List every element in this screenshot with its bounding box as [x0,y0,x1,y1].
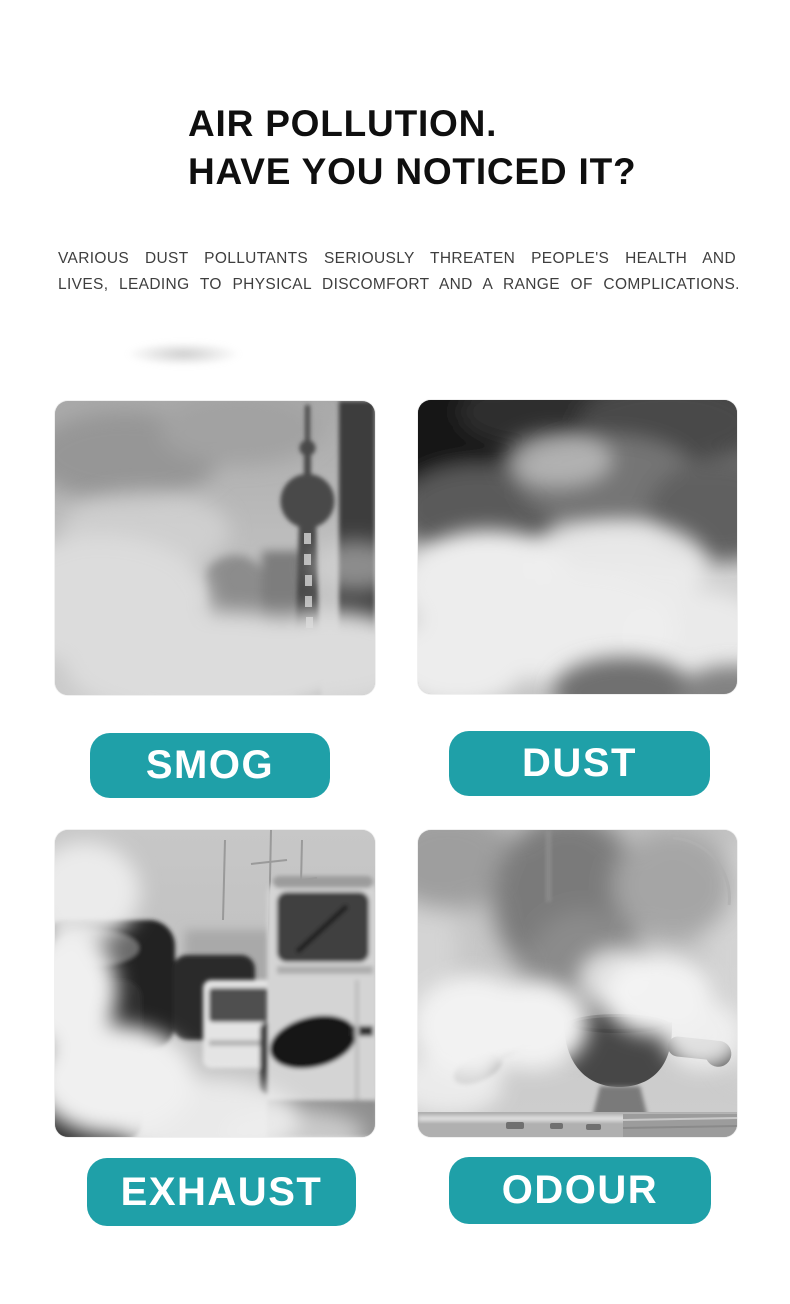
traffic-exhaust-illustration [55,830,375,1137]
odour-label-text: ODOUR [501,1168,659,1212]
dust-label-text: DUST [522,741,637,785]
exhaust-label-text: EXHAUST [120,1169,323,1214]
intro-line-2: LIVES, LEADING TO PHYSICAL DISCOMFORT AND A RANGE OF COMPLICATIONS. [58,276,740,293]
page-title [188,100,636,196]
smoking-wok-illustration [418,830,737,1137]
dust-label-pill [449,731,710,796]
title-line-1: AIR POLLUTION. [188,103,498,144]
dust-photo [418,400,737,694]
exhaust-label-pill [87,1158,356,1226]
smog-label-pill [90,733,330,798]
title-line-2: HAVE YOU NOTICED IT? [188,151,637,192]
dust-cloud-illustration [418,400,737,694]
odour-photo [418,830,737,1137]
odour-label-pill [449,1157,711,1224]
intro-paragraph [58,246,740,298]
smoke-wisp-decoration [126,342,241,366]
exhaust-photo [55,830,375,1137]
smog-label-text: SMOG [145,743,275,787]
smog-photo [55,401,375,695]
intro-line-1: VARIOUS DUST POLLUTANTS SERIOUSLY THREATEN PEOPLE'S HEALTH AND [58,250,736,267]
smoggy-city-illustration [55,401,375,695]
